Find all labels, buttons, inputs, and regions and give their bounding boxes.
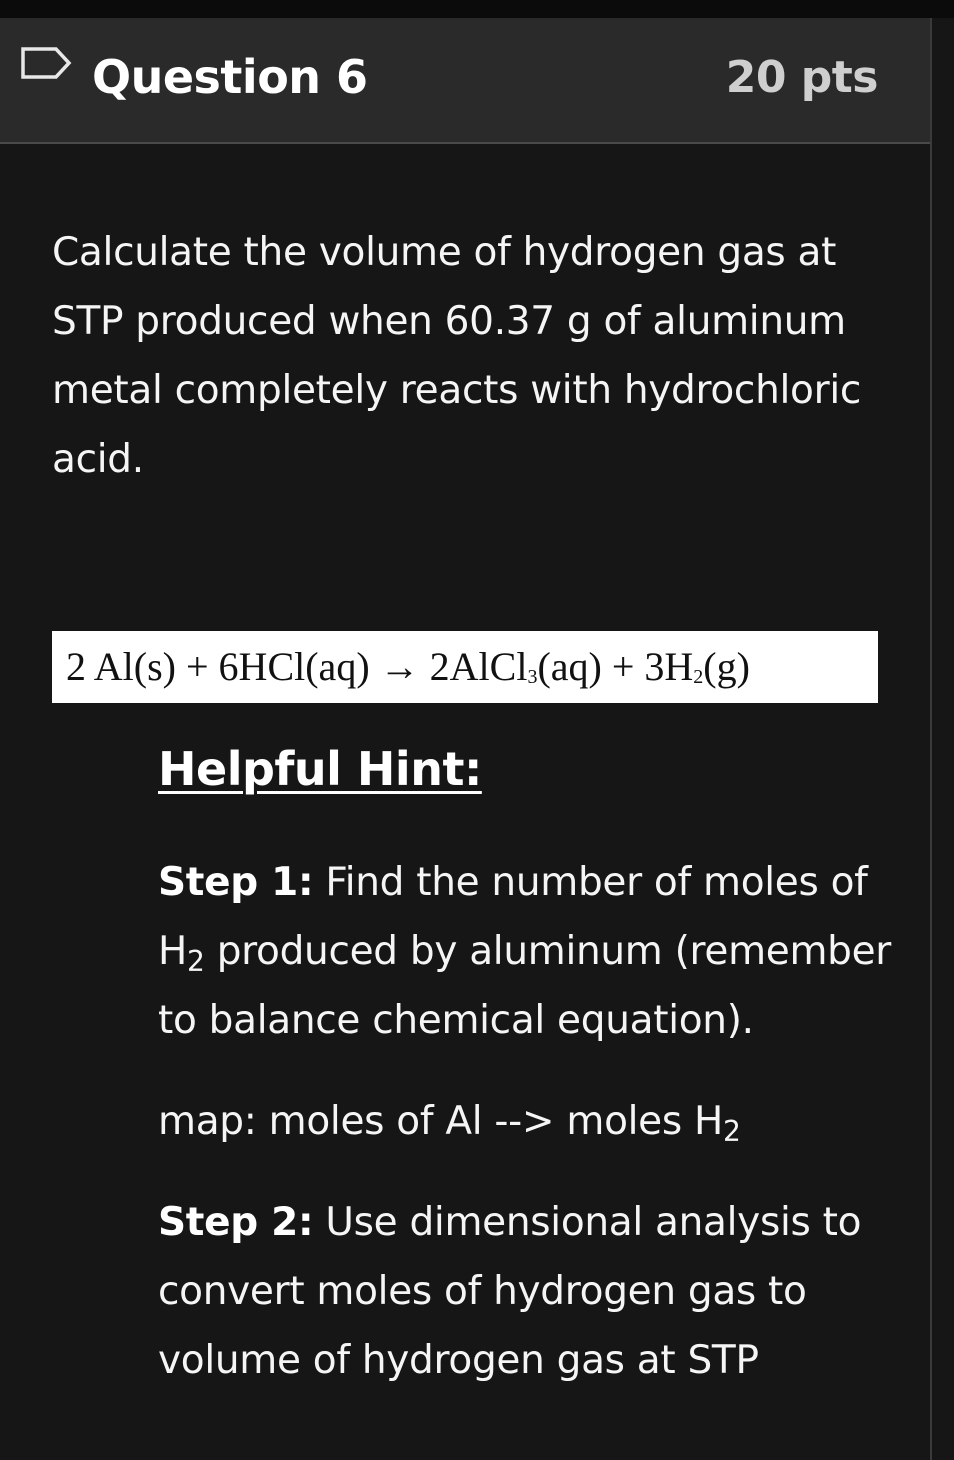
question-title: Question 6 xyxy=(92,50,368,104)
step-1-subscript: 2 xyxy=(187,945,205,979)
equation-part-reactants: 2 Al(s) + 6HCl(aq) → 2AlCl xyxy=(66,644,528,689)
equation-subscript-h: 2 xyxy=(693,666,704,688)
equation-part-end: (g) xyxy=(703,644,750,689)
top-bar xyxy=(0,0,954,18)
step-1-label: Step 1: xyxy=(158,860,314,905)
question-text: Calculate the volume of hydrogen gas at STP produced when 60.37 g of aluminum metal completely reacts with hydrochloric acid. xyxy=(52,230,862,482)
map-subscript: 2 xyxy=(723,1115,741,1149)
helpful-hint xyxy=(158,740,898,1395)
step-2-text: Use dimensional analysis to convert moles of hydrogen gas to volume of hydrogen gas at STP xyxy=(158,1200,862,1383)
step-2-label: Step 2: xyxy=(158,1200,314,1245)
flag-question-icon[interactable] xyxy=(18,46,74,80)
hint-step-1 xyxy=(158,848,898,1055)
hint-map xyxy=(158,1087,898,1156)
question-header xyxy=(0,18,930,144)
map-text: map: moles of Al --> moles H xyxy=(158,1099,724,1144)
hint-step-2 xyxy=(158,1188,898,1395)
question-points: 20 pts xyxy=(725,52,878,103)
hint-heading: Helpful Hint: xyxy=(158,742,482,796)
step-1-text-a: Find the number of moles of H xyxy=(158,860,868,974)
step-1-text-b: produced by aluminum (remember to balance chemical equation). xyxy=(158,929,892,1043)
chemical-equation xyxy=(66,643,750,691)
question-panel xyxy=(0,18,932,1460)
chemical-equation-image xyxy=(52,631,878,703)
equation-part-middle: (aq) + 3H xyxy=(537,644,694,689)
equation-subscript-cl: 3 xyxy=(527,666,538,688)
